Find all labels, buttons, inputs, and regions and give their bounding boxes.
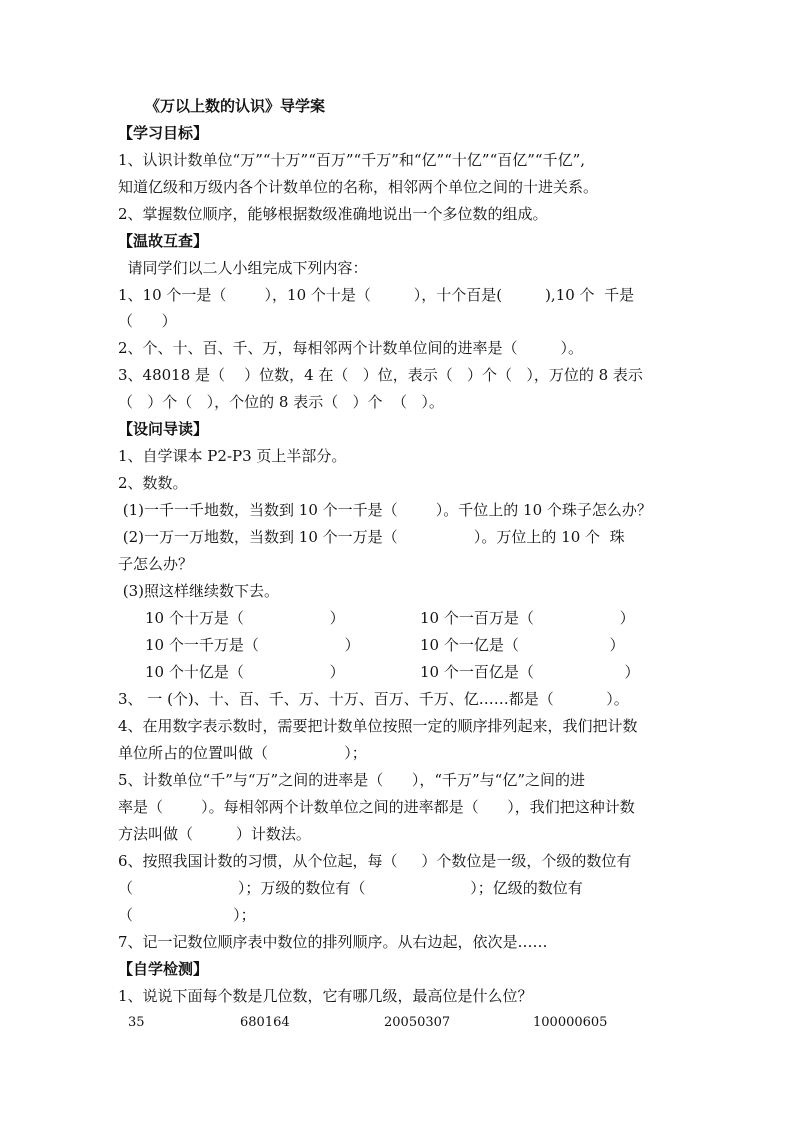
guide-question-6-cont-2: （ ）；: [118, 906, 256, 924]
fill-row-2-right: 10 个一亿是（ ）: [420, 636, 625, 654]
guide-question-1: 1、自学课本 P2-P3 页上半部分。: [118, 447, 347, 465]
guide-question-3: 3、 一 (个)、十、百、千、万、十万、百万、千万、亿……都是（ ）。: [118, 690, 629, 708]
section-heading-guide: 【设问导读】: [118, 420, 209, 438]
review-question-1: 1、10 个一是（ ），10 个十是（ ），十个百是( ),10 个 千是: [118, 286, 635, 304]
section-heading-goals: 【学习目标】: [118, 124, 209, 142]
goal-line-1: 1、认识计数单位“万”“十万”“百万”“千万”和“亿”“十亿”“百亿”“千亿”,: [118, 151, 586, 169]
guide-question-7: 7、记一记数位顺序表中数位的排列顺序。从右边起，依次是……: [118, 933, 548, 951]
guide-question-2-2-cont: 子怎么办？: [118, 555, 194, 573]
fill-row-3-right: 10 个一百亿是（ ）: [420, 663, 640, 681]
review-intro: 请同学们以二人小组完成下列内容：: [118, 259, 368, 277]
guide-question-5-cont-1: 率是（ ）。每相邻两个计数单位之间的进率都是（ ），我们把这种计数: [118, 798, 635, 816]
guide-question-2-3: (3)照这样继续数下去。: [118, 582, 280, 600]
number-item: 20050307: [384, 1015, 451, 1030]
fill-row-1-right: 10 个一百万是（ ）: [420, 609, 635, 627]
fill-row-3-left: 10 个十亿是（ ）: [145, 663, 345, 681]
section-heading-review: 【温故互查】: [118, 232, 209, 250]
page-title: 《万以上数的认识》导学案: [145, 97, 326, 115]
review-question-2: 2、个、十、百、千、万，每相邻两个计数单位间的进率是（ ）。: [118, 339, 583, 357]
section-heading-check: 【自学检测】: [118, 960, 209, 978]
guide-question-4-cont: 单位所占的位置叫做（ ）；: [118, 744, 367, 762]
guide-question-4: 4、在用数字表示数时，需要把计数单位按照一定的顺序排列起来，我们把计数: [118, 717, 638, 735]
guide-question-2-2: (2)一万一万地数，当数到 10 个一万是（ ）。万位上的 10 个 珠: [118, 528, 625, 546]
goal-line-3: 2、掌握数位顺序，能够根据数级准确地说出一个多位数的组成。: [118, 205, 548, 223]
guide-question-6-cont-1: （ ）；万级的数位有（ ）；亿级的数位有: [118, 879, 583, 897]
guide-question-2-1: (1)一千一千地数，当数到 10 个一千是（ ）。千位上的 10 个珠子怎么办？: [118, 501, 652, 519]
goal-line-2: 知道亿级和万级内各个计数单位的名称，相邻两个单位之间的十进关系。: [118, 178, 599, 196]
guide-question-5-cont-2: 方法叫做（ ）计数法。: [118, 825, 311, 843]
guide-question-6: 6、按照我国计数的习惯，从个位起，每（ ）个数位是一级，个级的数位有: [118, 852, 632, 870]
guide-question-5: 5、计数单位“千”与“万”之间的进率是（ ），“千万”与“亿”之间的进: [118, 771, 586, 789]
review-question-3-cont: （ ）个（ ），个位的 8 表示（ ）个 （ ）。: [118, 393, 444, 411]
review-question-3: 3、48018 是（ ）位数，4 在（ ）位，表示（ ）个（ ），万位的 8 表示: [118, 366, 643, 384]
number-item: 100000605: [533, 1015, 608, 1030]
number-item: 680164: [240, 1015, 290, 1030]
fill-row-2-left: 10 个一千万是（ ）: [145, 636, 360, 654]
guide-question-2: 2、数数。: [118, 474, 188, 492]
review-question-1-cont: （ ）: [118, 312, 177, 330]
fill-row-1-left: 10 个十万是（ ）: [145, 609, 345, 627]
number-item: 35: [128, 1015, 145, 1030]
check-question-1: 1、说说下面每个数是几位数，它有哪几级，最高位是什么位？: [118, 987, 533, 1005]
number-list: [0, 1013, 794, 1133]
